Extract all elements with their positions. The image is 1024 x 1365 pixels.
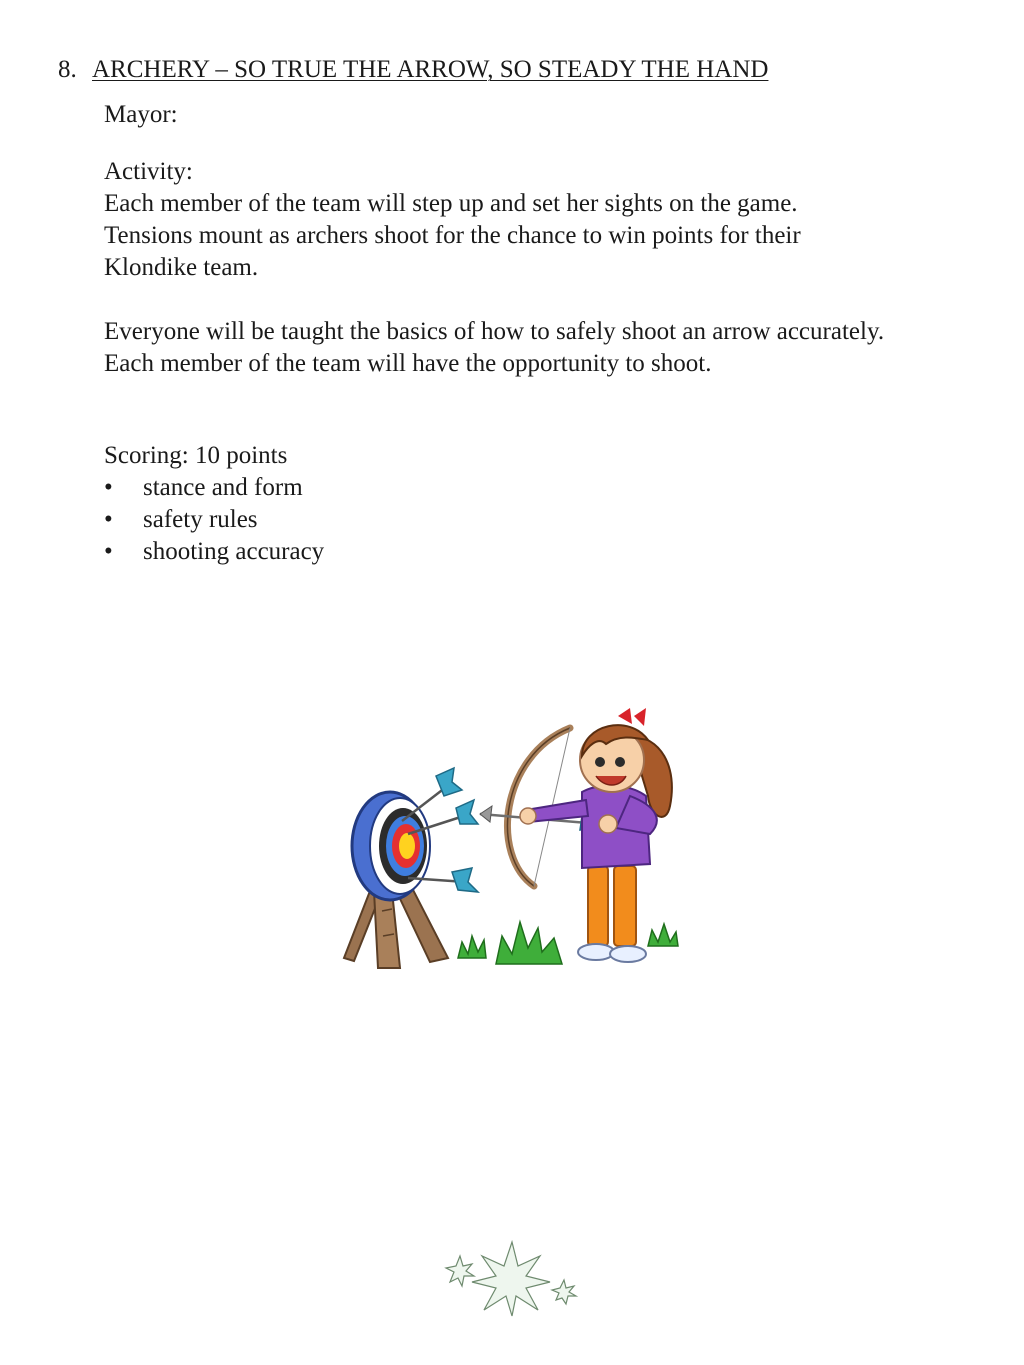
scoring-item bbox=[104, 472, 324, 504]
scoring-item-text: shooting accuracy bbox=[143, 538, 325, 565]
bullet-icon: • bbox=[104, 506, 113, 533]
scoring-list bbox=[104, 472, 324, 568]
activity-text-line: Klondike team. bbox=[104, 254, 259, 281]
activity-text-line: Tensions mount as archers shoot for the chance to win points for their bbox=[104, 222, 801, 249]
section-number: 8. bbox=[58, 56, 77, 83]
section-title: ARCHERY – SO TRUE THE ARROW, SO STEADY THE HAND bbox=[92, 56, 769, 83]
scoring-block bbox=[104, 440, 324, 568]
scoring-label: Scoring: 10 points bbox=[104, 442, 288, 469]
activity-text-line: Each member of the team will step up and set her sights on the game. bbox=[104, 190, 798, 217]
archery-illustration bbox=[330, 696, 690, 981]
snowflake-stars-icon bbox=[440, 1238, 582, 1318]
scoring-item-text: stance and form bbox=[143, 474, 303, 501]
mayor-block bbox=[104, 99, 178, 131]
activity-text-line: Everyone will be taught the basics of how to safely shoot an arrow accurately. bbox=[104, 318, 885, 345]
activity-text-line: Each member of the team will have the opportunity to shoot. bbox=[104, 350, 712, 377]
bullet-icon: • bbox=[104, 474, 113, 501]
scoring-item bbox=[104, 504, 324, 536]
scoring-item bbox=[104, 536, 324, 568]
mayor-label: Mayor: bbox=[104, 101, 178, 128]
bullet-icon: • bbox=[104, 538, 113, 565]
scoring-item-text: safety rules bbox=[143, 506, 258, 533]
paragraph-spacer bbox=[104, 284, 884, 316]
activity-block bbox=[104, 156, 884, 380]
activity-label: Activity: bbox=[104, 158, 193, 185]
section-heading bbox=[58, 54, 768, 86]
